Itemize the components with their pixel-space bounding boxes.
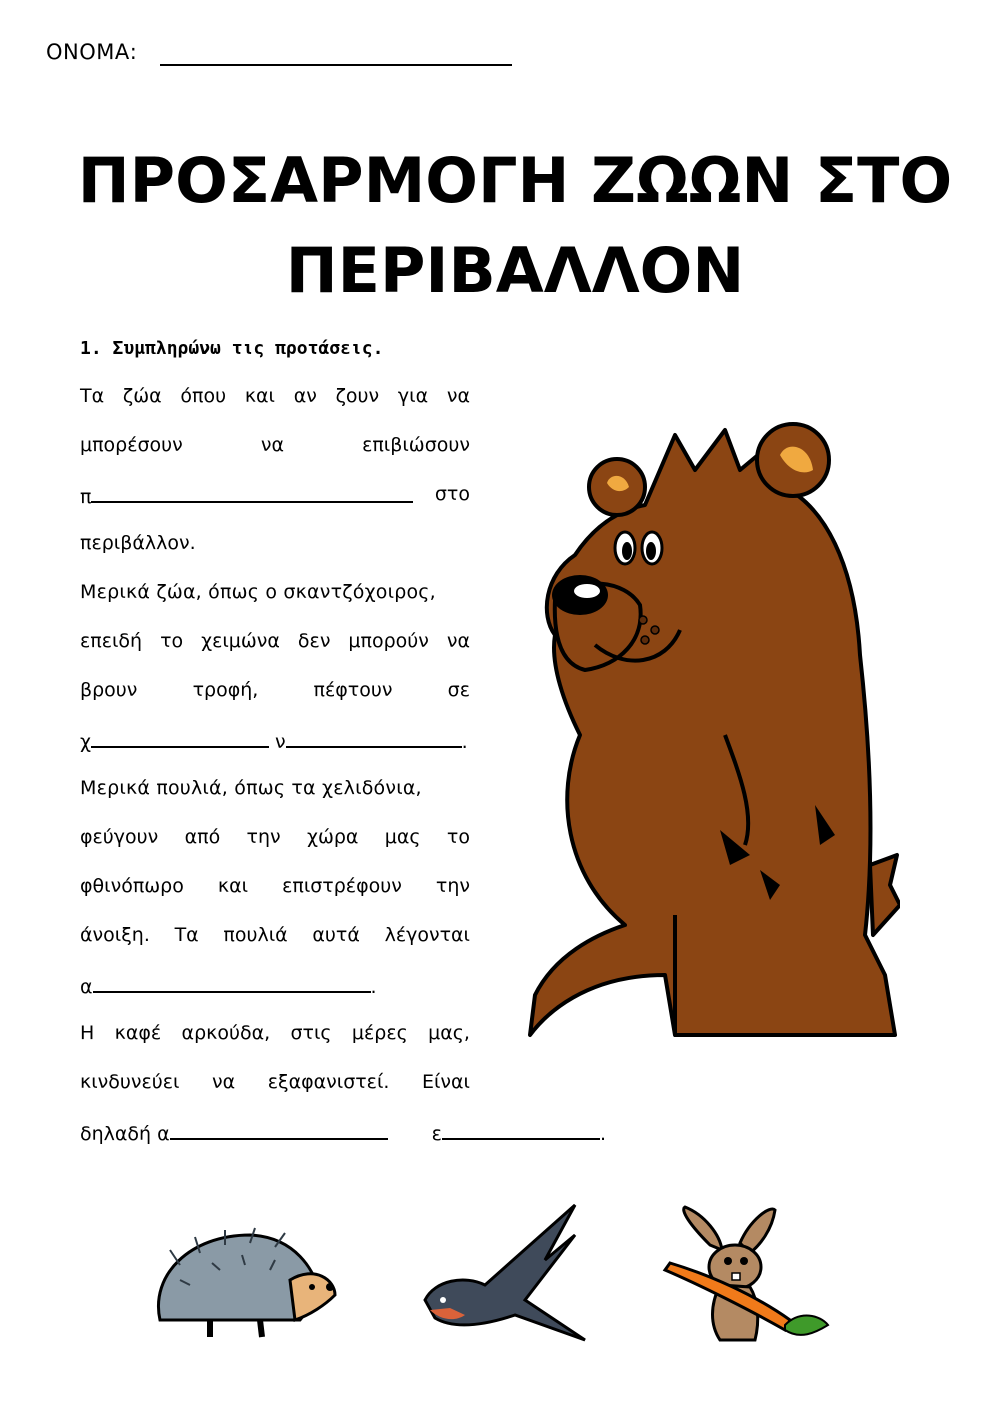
word: αυτά: [312, 924, 360, 946]
word: την: [435, 875, 470, 897]
blank-prefix: π: [80, 486, 92, 508]
word: ζώα: [122, 385, 162, 407]
word: το: [160, 630, 184, 652]
text-suffix: στο: [434, 483, 470, 505]
word: άνοιξη.: [80, 924, 150, 946]
text-line-15: [80, 1071, 470, 1093]
blank-fill[interactable]: [91, 728, 269, 748]
word: το: [446, 826, 470, 848]
word: επειδή: [80, 630, 143, 652]
text-line-2: [80, 434, 470, 456]
blank-fill[interactable]: [170, 1120, 388, 1140]
word: για: [397, 385, 429, 407]
word: και: [217, 875, 249, 897]
word: επιβιώσουν: [362, 434, 470, 456]
word: κινδυνεύει: [80, 1071, 180, 1093]
word: αρκούδα,: [181, 1022, 271, 1044]
blank-fill[interactable]: [91, 483, 413, 503]
word: μπορέσουν: [80, 434, 183, 456]
word: φεύγουν: [80, 826, 159, 848]
word: όπου: [180, 385, 227, 407]
blank-prefix: χ: [80, 731, 91, 753]
word: να: [446, 385, 470, 407]
title-line-2: ΠΕΡΙΒΑΛΛΟΝ: [285, 234, 745, 307]
text-line-3: [80, 483, 470, 508]
text-line-8: [80, 728, 470, 753]
word: την: [246, 826, 281, 848]
exercise-heading: 1. Συμπληρώνω τις προτάσεις.: [80, 338, 384, 359]
text-line-10: [80, 826, 470, 848]
text-line-1: [80, 385, 470, 407]
blank-prefix: ε: [431, 1123, 442, 1145]
word: και: [244, 385, 275, 407]
word: μπορούν: [348, 630, 429, 652]
title-line-1: ΠΡΟΣΑΡΜΟΓΗ ΖΩΩΝ ΣΤΟ: [77, 144, 953, 217]
word: μας,: [428, 1022, 470, 1044]
bear-illustration: [525, 415, 900, 1045]
word: να: [212, 1071, 236, 1093]
word: πουλιά: [223, 924, 288, 946]
word: από: [184, 826, 221, 848]
word: Τα: [80, 385, 105, 407]
text-line-16: [80, 1120, 640, 1145]
word: ζουν: [335, 385, 380, 407]
word: τροφή,: [192, 679, 259, 701]
word: πέφτουν: [313, 679, 393, 701]
word: χειμώνα: [201, 630, 280, 652]
blank-prefix: α: [80, 976, 93, 998]
page-title: [60, 136, 970, 316]
blank-fill[interactable]: [286, 728, 462, 748]
word: μας: [384, 826, 421, 848]
word: αν: [293, 385, 317, 407]
word: στις: [290, 1022, 332, 1044]
word: σε: [447, 679, 470, 701]
word: να: [260, 434, 284, 456]
word: Τα: [174, 924, 199, 946]
text-line-14: [80, 1022, 470, 1044]
word: μέρες: [351, 1022, 408, 1044]
word: εξαφανιστεί.: [267, 1071, 390, 1093]
blank-prefix: δηλαδή α: [80, 1123, 170, 1145]
period: .: [370, 976, 377, 998]
word: επιστρέφουν: [282, 875, 402, 897]
text-line-12: [80, 924, 470, 946]
name-label: ΟΝΟΜΑ:: [46, 40, 138, 64]
word: Είναι: [421, 1071, 470, 1093]
word: δεν: [297, 630, 331, 652]
period: .: [599, 1123, 606, 1145]
text-line-11: [80, 875, 470, 897]
text-line-4: περιβάλλον.: [80, 532, 196, 554]
text-line-6: [80, 630, 470, 652]
hedgehog-illustration: [150, 1225, 340, 1345]
word: χώρα: [306, 826, 359, 848]
text-line-9: Μερικά πουλιά, όπως τα χελιδόνια,: [80, 777, 422, 799]
word: Η: [80, 1022, 95, 1044]
text-line-7: [80, 679, 470, 701]
blank-prefix: ν: [275, 731, 286, 753]
text-line-5: Μερικά ζώα, όπως ο σκαντζόχοιρος,: [80, 581, 436, 603]
blank-fill[interactable]: [93, 973, 371, 993]
word: καφέ: [114, 1022, 162, 1044]
swallow-illustration: [415, 1200, 590, 1345]
name-input-line[interactable]: [160, 64, 512, 66]
word: να: [446, 630, 470, 652]
rabbit-illustration: [660, 1205, 830, 1345]
word: φθινόπωρο: [80, 875, 184, 897]
period: .: [461, 731, 468, 753]
word: βρουν: [80, 679, 138, 701]
text-line-13: [80, 973, 470, 998]
word: λέγονται: [384, 924, 470, 946]
blank-fill[interactable]: [442, 1120, 600, 1140]
